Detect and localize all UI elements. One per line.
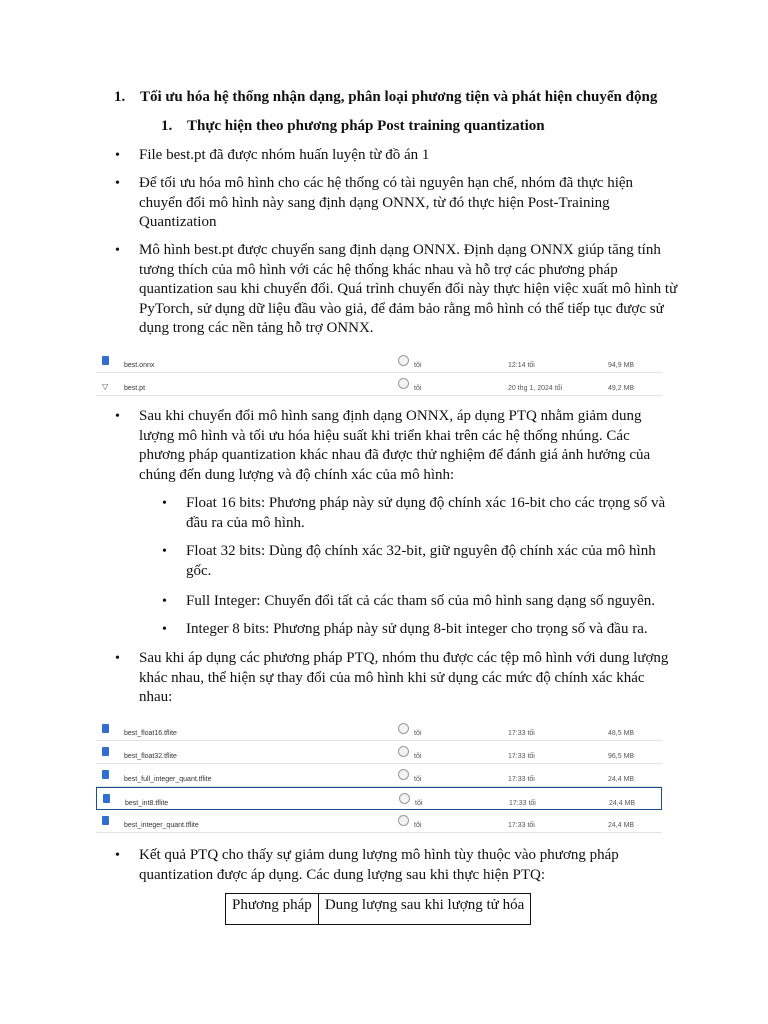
bullet-item: • Sau khi chuyển đổi mô hình sang định dạng ONNX, áp dụng PTQ nhằm giảm dung lượng mô hình và tối ưu hóa hiệu suất khi triển khai trên các hệ thống nhúng. Các phương pháp quantization khác nhau đã được thử nghiệm để đánh giá ảnh hưởng của chúng đến dung lượng và độ chính xác của mô hình: bbox=[139, 407, 679, 485]
file-owner: tôi bbox=[414, 385, 422, 392]
file-row-selected[interactable] bbox=[96, 787, 662, 810]
filter-icon: ▽ bbox=[102, 382, 109, 391]
file-name: best.onnx bbox=[124, 362, 155, 369]
file-icon bbox=[102, 770, 109, 779]
file-date: 17:33 tối bbox=[508, 776, 535, 783]
heading-2 bbox=[161, 117, 545, 137]
file-owner: tôi bbox=[414, 362, 422, 369]
file-owner: tôi bbox=[414, 730, 422, 737]
table-header-row bbox=[226, 894, 531, 925]
file-row[interactable] bbox=[96, 810, 662, 833]
owner-avatar-icon bbox=[399, 793, 410, 804]
file-owner: tôi bbox=[415, 800, 423, 807]
bullet-item: • Để tối ưu hóa mô hình cho các hệ thống có tài nguyên hạn chế, nhóm đã thực hiện chuyển đổi mô hình này sang định dạng ONNX, từ đó thực hiện Post-Training Quantization bbox=[139, 174, 679, 233]
file-row[interactable] bbox=[96, 741, 662, 764]
file-size: 94,9 MB bbox=[608, 362, 635, 369]
owner-avatar-icon bbox=[398, 769, 409, 780]
heading-2-text: Thực hiện theo phương pháp Post training quantization bbox=[187, 118, 545, 134]
bullet-item: • File best.pt đã được nhóm huấn luyện từ đồ án 1 bbox=[139, 146, 679, 166]
file-name: best_integer_quant.tflite bbox=[124, 822, 199, 829]
heading-1 bbox=[114, 88, 657, 108]
owner-avatar-icon bbox=[398, 723, 409, 734]
sub-bullet-item: • Float 16 bits: Phương pháp này sử dụng độ chính xác 16-bit cho các trọng số và đầu ra của mô hình. bbox=[186, 494, 676, 533]
bullet-item: • Kết quả PTQ cho thấy sự giảm dung lượng mô hình tùy thuộc vào phương pháp quantization được áp dụng. Các dung lượng sau khi thực hiện PTQ: bbox=[139, 846, 679, 885]
table-header-cell: Phương pháp bbox=[226, 894, 319, 925]
file-date: 17:33 tối bbox=[508, 822, 535, 829]
file-name: best_float16.tflite bbox=[124, 730, 177, 737]
file-date: 17:33 tối bbox=[509, 800, 536, 807]
heading-1-text: Tối ưu hóa hệ thống nhận dạng, phân loại phương tiện và phát hiện chuyển động bbox=[140, 89, 658, 105]
bullet-item: • Mô hình best.pt được chuyển sang định dạng ONNX. Định dạng ONNX giúp tăng tính tương thích của mô hình với các hệ thống khác nhau và hỗ trợ các phương pháp quantization sau khi chuyển đổi. Quá trình chuyển đổi này thực hiện việc xuất mô hình từ PyTorch, sử dụng dữ liệu đầu vào giả, để đảm bảo rằng mô hình có thể tiếp tục được sử dụng trong các nền tảng hỗ trợ ONNX. bbox=[139, 241, 679, 339]
bullet-item: • Sau khi áp dụng các phương pháp PTQ, nhóm thu được các tệp mô hình với dung lượng khác nhau, thể hiện sự thay đổi của mô hình khi sử dụng các mức độ chính xác khác nhau: bbox=[139, 649, 679, 708]
quantization-size-table bbox=[225, 893, 531, 925]
file-date: 17:33 tối bbox=[508, 753, 535, 760]
file-size: 24,4 MB bbox=[608, 776, 635, 783]
file-row[interactable] bbox=[96, 350, 662, 373]
heading-1-number: 1. bbox=[114, 89, 126, 105]
file-size: 24,4 MB bbox=[609, 800, 636, 807]
file-name: best_float32.tflite bbox=[124, 753, 177, 760]
file-icon bbox=[103, 794, 110, 803]
owner-avatar-icon bbox=[398, 815, 409, 826]
file-owner: tôi bbox=[414, 776, 422, 783]
file-date: 20 thg 1, 2024 tối bbox=[508, 385, 563, 392]
file-icon bbox=[102, 356, 109, 365]
file-date: 17:33 tối bbox=[508, 730, 535, 737]
file-row[interactable] bbox=[96, 764, 662, 787]
file-name: best_int8.tflite bbox=[125, 800, 169, 807]
file-list-tflite bbox=[96, 718, 662, 833]
file-name: best_full_integer_quant.tflite bbox=[124, 776, 212, 783]
file-date: 12:14 tối bbox=[508, 362, 535, 369]
file-icon bbox=[102, 724, 109, 733]
file-size: 96,5 MB bbox=[608, 753, 635, 760]
owner-avatar-icon bbox=[398, 746, 409, 757]
sub-bullet-item: • Full Integer: Chuyển đổi tất cả các tham số của mô hình sang dạng số nguyên. bbox=[186, 592, 676, 612]
file-size: 24,4 MB bbox=[608, 822, 635, 829]
file-icon bbox=[102, 747, 109, 756]
sub-bullet-item: • Float 32 bits: Dùng độ chính xác 32-bit, giữ nguyên độ chính xác của mô hình gốc. bbox=[186, 542, 676, 581]
file-name: best.pt bbox=[124, 385, 146, 392]
file-size: 48,5 MB bbox=[608, 730, 635, 737]
file-owner: tôi bbox=[414, 822, 422, 829]
owner-avatar-icon bbox=[398, 355, 409, 366]
file-owner: tôi bbox=[414, 753, 422, 760]
file-list-onnx bbox=[96, 350, 662, 396]
file-icon bbox=[102, 816, 109, 825]
sub-bullet-item: • Integer 8 bits: Phương pháp này sử dụng 8-bit integer cho trọng số và đầu ra. bbox=[186, 620, 676, 640]
file-row[interactable] bbox=[96, 718, 662, 741]
table-header-cell: Dung lượng sau khi lượng tử hóa bbox=[318, 894, 530, 925]
owner-avatar-icon bbox=[398, 378, 409, 389]
file-row[interactable] bbox=[96, 373, 662, 396]
file-size: 49,2 MB bbox=[608, 385, 635, 392]
heading-2-number: 1. bbox=[161, 118, 173, 134]
